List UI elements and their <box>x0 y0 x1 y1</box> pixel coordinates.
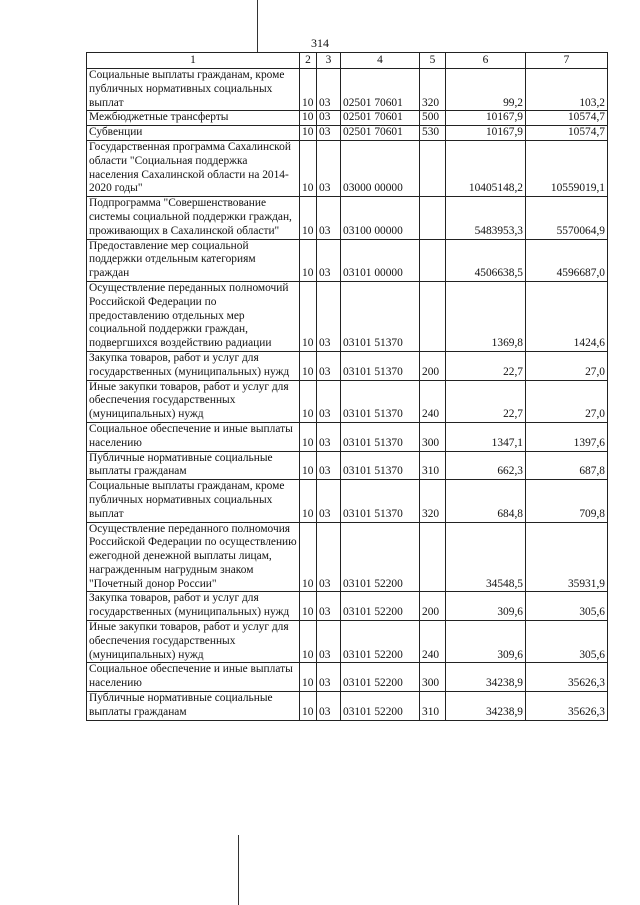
table-cell-c2: 10 <box>300 197 317 239</box>
table-cell-v6: 4506638,5 <box>446 239 526 281</box>
table-cell-c3: 03 <box>317 239 341 281</box>
table-cell-name: Субвенции <box>87 126 300 141</box>
table-cell-c2: 10 <box>300 692 317 721</box>
table-cell-c4: 03101 52200 <box>341 522 420 592</box>
table-cell-c2: 10 <box>300 522 317 592</box>
table-cell-c4: 03101 51370 <box>341 480 420 522</box>
budget-table <box>86 52 608 721</box>
table-cell-name: Иные закупки товаров, работ и услуг для обеспечения государственных (муниципальных) нужд <box>87 621 300 663</box>
column-header: 7 <box>526 53 608 69</box>
table-cell-c5: 320 <box>420 480 446 522</box>
table-cell-name: Предоставление мер социальной поддержки отдельным категориям граждан <box>87 239 300 281</box>
table-cell-v7: 10574,7 <box>526 111 608 126</box>
table-row <box>87 692 608 721</box>
table-cell-c3: 03 <box>317 451 341 480</box>
table-row <box>87 69 608 111</box>
table-cell-c4: 03101 51370 <box>341 351 420 380</box>
table-cell-c2: 10 <box>300 126 317 141</box>
table-cell-c3: 03 <box>317 69 341 111</box>
table-cell-v6: 99,2 <box>446 69 526 111</box>
table-cell-c3: 03 <box>317 422 341 451</box>
table-row <box>87 239 608 281</box>
table-cell-v6: 684,8 <box>446 480 526 522</box>
table-cell-c2: 10 <box>300 351 317 380</box>
table-cell-v7: 305,6 <box>526 621 608 663</box>
table-row <box>87 197 608 239</box>
table-cell-name: Государственная программа Сахалинской области "Социальная поддержка населения Сахалинской области на 2014-2020 годы" <box>87 140 300 196</box>
table-cell-c5: 300 <box>420 422 446 451</box>
table-row <box>87 422 608 451</box>
table-cell-c3: 03 <box>317 197 341 239</box>
table-cell-c2: 10 <box>300 111 317 126</box>
header-row <box>87 53 608 69</box>
table-cell-name: Социальные выплаты гражданам, кроме публичных нормативных социальных выплат <box>87 69 300 111</box>
table-row <box>87 522 608 592</box>
table-cell-name: Осуществление переданных полномочий Российской Федерации по предоставлению отдельных мер социальной поддержки граждан, подвергшихся воздействию радиации <box>87 281 300 351</box>
table-cell-c4: 03101 52200 <box>341 592 420 621</box>
table-row <box>87 351 608 380</box>
table-cell-c4: 03101 52200 <box>341 663 420 692</box>
table-cell-c5 <box>420 522 446 592</box>
table-cell-v7: 1424,6 <box>526 281 608 351</box>
table-row <box>87 663 608 692</box>
table-cell-c2: 10 <box>300 621 317 663</box>
table-cell-c2: 10 <box>300 480 317 522</box>
table-cell-v7: 4596687,0 <box>526 239 608 281</box>
table-cell-v6: 1347,1 <box>446 422 526 451</box>
table-cell-v6: 34238,9 <box>446 692 526 721</box>
table-cell-name: Публичные нормативные социальные выплаты гражданам <box>87 451 300 480</box>
table-cell-c4: 03101 51370 <box>341 281 420 351</box>
table-cell-c4: 02501 70601 <box>341 126 420 141</box>
table-cell-c2: 10 <box>300 239 317 281</box>
table-cell-v7: 10574,7 <box>526 126 608 141</box>
table-cell-v6: 309,6 <box>446 621 526 663</box>
table-cell-c4: 03101 52200 <box>341 692 420 721</box>
table-cell-v7: 35626,3 <box>526 692 608 721</box>
table-cell-c5 <box>420 281 446 351</box>
table-cell-v7: 103,2 <box>526 69 608 111</box>
table-cell-c5: 310 <box>420 692 446 721</box>
table-cell-v6: 10405148,2 <box>446 140 526 196</box>
table-cell-c3: 03 <box>317 111 341 126</box>
table-cell-c5: 310 <box>420 451 446 480</box>
table-cell-v6: 22,7 <box>446 351 526 380</box>
table-cell-c3: 03 <box>317 140 341 196</box>
table-cell-name: Социальные выплаты гражданам, кроме публичных нормативных социальных выплат <box>87 480 300 522</box>
table-header <box>87 53 608 69</box>
table-row <box>87 621 608 663</box>
table-cell-c2: 10 <box>300 140 317 196</box>
table-cell-v7: 27,0 <box>526 351 608 380</box>
table-cell-c4: 02501 70601 <box>341 69 420 111</box>
table-cell-c3: 03 <box>317 281 341 351</box>
table-cell-c2: 10 <box>300 281 317 351</box>
table-cell-v6: 34548,5 <box>446 522 526 592</box>
table-cell-c2: 10 <box>300 663 317 692</box>
table-row <box>87 281 608 351</box>
column-header: 3 <box>317 53 341 69</box>
table-cell-v6: 1369,8 <box>446 281 526 351</box>
table-row <box>87 126 608 141</box>
table-cell-name: Социальное обеспечение и иные выплаты населению <box>87 422 300 451</box>
table-cell-v7: 5570064,9 <box>526 197 608 239</box>
table-cell-c5: 320 <box>420 69 446 111</box>
table-cell-c3: 03 <box>317 351 341 380</box>
column-header: 4 <box>341 53 420 69</box>
table-cell-c3: 03 <box>317 592 341 621</box>
table-cell-c3: 03 <box>317 380 341 422</box>
column-header: 6 <box>446 53 526 69</box>
table-cell-c5: 300 <box>420 663 446 692</box>
table-cell-c2: 10 <box>300 69 317 111</box>
table-cell-name: Публичные нормативные социальные выплаты гражданам <box>87 692 300 721</box>
table-cell-name: Подпрограмма "Совершенствование системы социальной поддержки граждан, проживающих в Сахалинской области" <box>87 197 300 239</box>
table-cell-v7: 709,8 <box>526 480 608 522</box>
table-cell-v7: 27,0 <box>526 380 608 422</box>
table-row <box>87 140 608 196</box>
table-cell-name: Межбюджетные трансферты <box>87 111 300 126</box>
table-cell-c4: 03100 00000 <box>341 197 420 239</box>
table-cell-c4: 03101 51370 <box>341 422 420 451</box>
table-cell-c5 <box>420 140 446 196</box>
column-header: 1 <box>87 53 300 69</box>
scan-artifact-line <box>238 835 239 905</box>
table-cell-v6: 22,7 <box>446 380 526 422</box>
table-cell-c3: 03 <box>317 692 341 721</box>
table-cell-c5: 240 <box>420 380 446 422</box>
table-cell-c5: 240 <box>420 621 446 663</box>
table-cell-c2: 10 <box>300 592 317 621</box>
table-cell-c4: 03101 52200 <box>341 621 420 663</box>
table-cell-c4: 03101 00000 <box>341 239 420 281</box>
table-cell-c5 <box>420 197 446 239</box>
table-cell-v6: 34238,9 <box>446 663 526 692</box>
table-cell-name: Закупка товаров, работ и услуг для государственных (муниципальных) нужд <box>87 592 300 621</box>
page-number: 314 <box>311 36 329 50</box>
table-cell-name: Иные закупки товаров, работ и услуг для обеспечения государственных (муниципальных) нужд <box>87 380 300 422</box>
table-body <box>87 69 608 721</box>
table-cell-c2: 10 <box>300 422 317 451</box>
table-cell-v7: 305,6 <box>526 592 608 621</box>
column-header: 5 <box>420 53 446 69</box>
table-cell-c3: 03 <box>317 126 341 141</box>
table-cell-c5: 500 <box>420 111 446 126</box>
table-cell-name: Осуществление переданного полномочия Российской Федерации по осуществлению ежегодной денежной выплаты лицам, награжденным нагрудным знаком "Почетный донор России" <box>87 522 300 592</box>
table-cell-c2: 10 <box>300 380 317 422</box>
table-cell-c5 <box>420 239 446 281</box>
table-row <box>87 380 608 422</box>
table-cell-c3: 03 <box>317 522 341 592</box>
table-cell-name: Закупка товаров, работ и услуг для государственных (муниципальных) нужд <box>87 351 300 380</box>
table-cell-c4: 03101 51370 <box>341 451 420 480</box>
table-cell-v6: 5483953,3 <box>446 197 526 239</box>
table-cell-c3: 03 <box>317 621 341 663</box>
table-cell-v7: 35931,9 <box>526 522 608 592</box>
table-cell-c2: 10 <box>300 451 317 480</box>
column-header: 2 <box>300 53 317 69</box>
table-cell-v7: 35626,3 <box>526 663 608 692</box>
table-cell-v7: 687,8 <box>526 451 608 480</box>
table-cell-c5: 530 <box>420 126 446 141</box>
table-cell-v6: 10167,9 <box>446 126 526 141</box>
table-cell-c4: 03101 51370 <box>341 380 420 422</box>
table-cell-name: Социальное обеспечение и иные выплаты населению <box>87 663 300 692</box>
table-cell-v7: 10559019,1 <box>526 140 608 196</box>
table-cell-v7: 1397,6 <box>526 422 608 451</box>
table-cell-v6: 662,3 <box>446 451 526 480</box>
table-cell-c5: 200 <box>420 592 446 621</box>
table-cell-v6: 309,6 <box>446 592 526 621</box>
table-cell-c4: 03000 00000 <box>341 140 420 196</box>
table-row <box>87 111 608 126</box>
table-row <box>87 592 608 621</box>
table-row <box>87 480 608 522</box>
table-row <box>87 451 608 480</box>
table-cell-c3: 03 <box>317 480 341 522</box>
table-cell-c4: 02501 70601 <box>341 111 420 126</box>
table-cell-c3: 03 <box>317 663 341 692</box>
table-cell-c5: 200 <box>420 351 446 380</box>
table-cell-v6: 10167,9 <box>446 111 526 126</box>
